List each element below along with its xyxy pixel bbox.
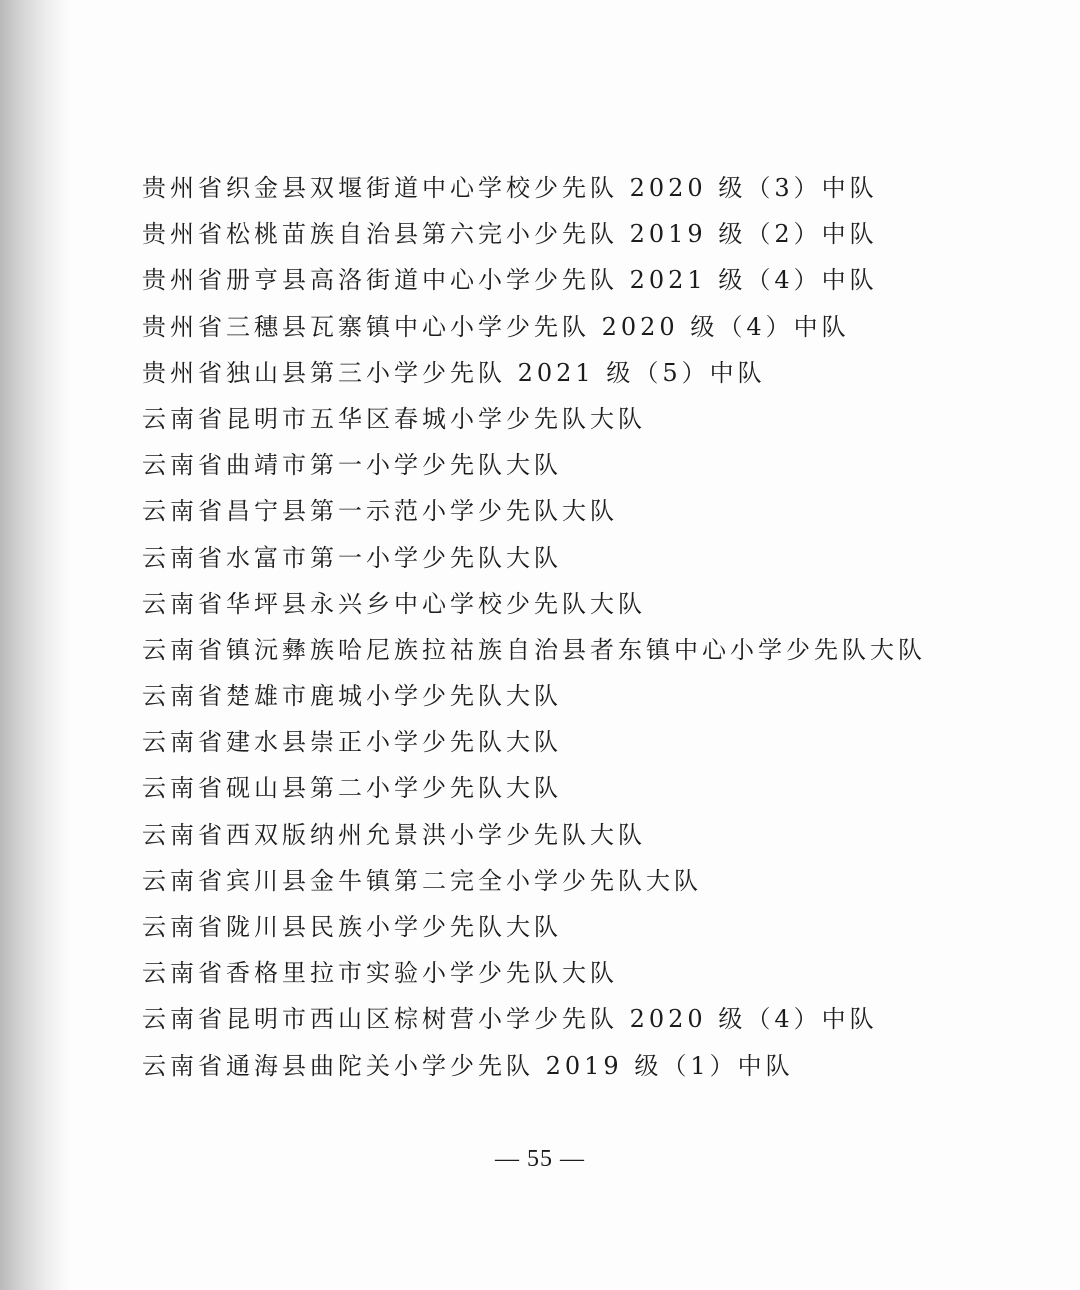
list-item: 云南省昆明市五华区春城小学少先队大队 (142, 404, 646, 433)
list-item: 云南省陇川县民族小学少先队大队 (142, 913, 562, 941)
list-item: 云南省楚雄市鹿城小学少先队大队 (142, 682, 562, 711)
list-item: 云南省水富市第一小学少先队大队 (142, 543, 562, 572)
list-item: 贵州省松桃苗族自治县第六完小少先队 2019 级（2）中队 (142, 220, 878, 249)
honor-list (142, 165, 926, 1089)
list-item: 云南省昌宁县第一示范小学少先队大队 (142, 497, 618, 526)
list-item: 贵州省织金县双堰街道中心学校少先队 2020 级（3）中队 (142, 174, 878, 202)
list-item: 云南省宾川县金牛镇第二完全小学少先队大队 (142, 866, 702, 895)
list-item: 贵州省独山县第三小学少先队 2021 级（5）中队 (142, 358, 766, 387)
list-item: 云南省西双版纳州允景洪小学少先队大队 (142, 820, 646, 849)
list-item: 云南省昆明市西山区棕树营小学少先队 2020 级（4）中队 (142, 1005, 878, 1034)
list-item: 贵州省三穗县瓦寨镇中心小学少先队 2020 级（4）中队 (142, 312, 850, 341)
list-item: 云南省曲靖市第一小学少先队大队 (142, 451, 562, 480)
list-item: 云南省通海县曲陀关小学少先队 2019 级（1）中队 (142, 1051, 794, 1080)
page-number: — 55 — (495, 1146, 585, 1172)
list-item: 贵州省册亨县高洛街道中心小学少先队 2021 级（4）中队 (142, 266, 878, 295)
list-item: 云南省砚山县第二小学少先队大队 (142, 774, 562, 803)
page-gutter-shadow (0, 0, 70, 1290)
list-item: 云南省香格里拉市实验小学少先队大队 (142, 959, 618, 988)
list-item: 云南省镇沅彝族哈尼族拉祜族自治县者东镇中心小学少先队大队 (142, 635, 926, 664)
list-item: 云南省建水县崇正小学少先队大队 (142, 728, 562, 757)
list-item: 云南省华坪县永兴乡中心学校少先队大队 (142, 589, 646, 618)
